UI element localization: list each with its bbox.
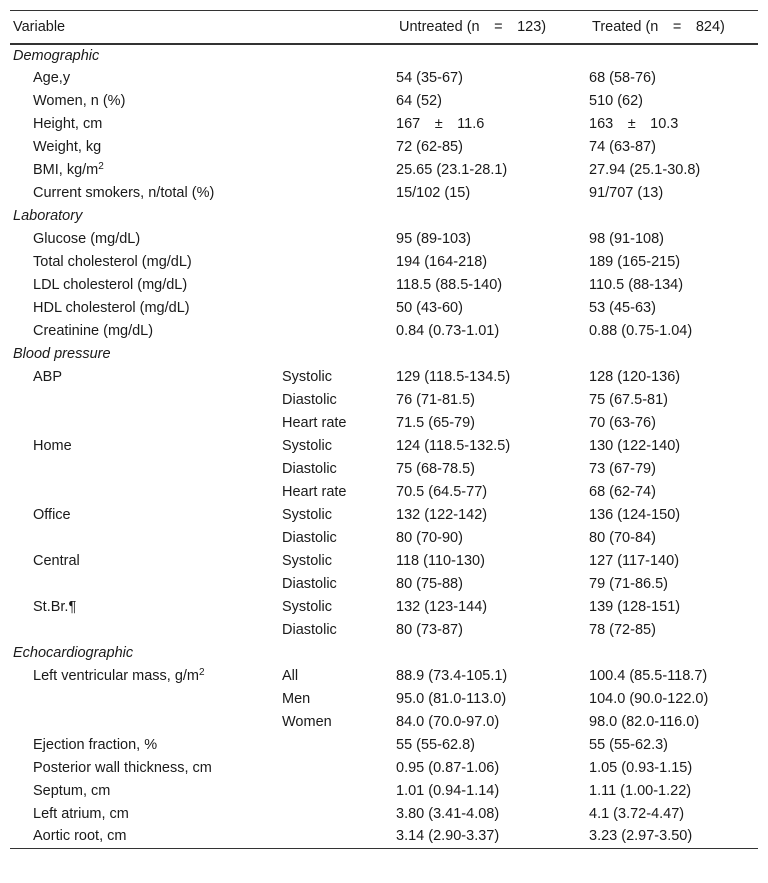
subgroup-cell: Diastolic bbox=[282, 392, 337, 408]
subgroup-cell bbox=[282, 320, 396, 343]
subgroup-cell: Systolic bbox=[282, 369, 332, 385]
variable-label: BMI, kg/m bbox=[33, 162, 99, 178]
table-row bbox=[10, 527, 758, 550]
treated-value: 98 (91-108) bbox=[589, 231, 664, 247]
table-row bbox=[10, 435, 758, 458]
table-row bbox=[10, 274, 758, 297]
section-heading: Demographic bbox=[13, 47, 100, 64]
table-row bbox=[10, 67, 758, 90]
subgroup-cell: All bbox=[282, 668, 299, 684]
table-row bbox=[10, 757, 758, 780]
variable-label: HDL cholesterol (mg/dL) bbox=[33, 300, 190, 316]
header-untreated: Untreated (n = 123) bbox=[396, 11, 589, 44]
untreated-value: 25.65 (23.1-28.1) bbox=[396, 162, 508, 178]
treated-value: 78 (72-85) bbox=[589, 622, 656, 638]
subgroup-cell: Systolic bbox=[282, 438, 332, 454]
variable-cell bbox=[10, 481, 282, 504]
subgroup-cell: Diastolic bbox=[282, 461, 337, 477]
header-variable: Variable bbox=[10, 11, 282, 44]
variable-label: Weight, kg bbox=[33, 139, 102, 155]
untreated-value: 76 (71-81.5) bbox=[396, 392, 475, 408]
variable-cell bbox=[10, 320, 282, 343]
table-row bbox=[10, 458, 758, 481]
treated-value: 3.23 (2.97-3.50) bbox=[589, 826, 758, 849]
table-row bbox=[10, 389, 758, 412]
section-row bbox=[10, 44, 758, 67]
section-row bbox=[10, 343, 758, 366]
variable-cell bbox=[10, 711, 282, 734]
variable-label: ABP bbox=[33, 369, 63, 385]
table-row bbox=[10, 826, 758, 849]
untreated-value: 3.80 (3.41-4.08) bbox=[396, 806, 500, 822]
variable-label: Age,y bbox=[33, 70, 71, 86]
subgroup-cell bbox=[282, 274, 396, 297]
variable-label: Glucose (mg/dL) bbox=[33, 231, 141, 247]
table-row bbox=[10, 159, 758, 182]
variable-cell bbox=[10, 527, 282, 550]
unit-superscript: 2 bbox=[199, 667, 205, 678]
variable-cell bbox=[10, 458, 282, 481]
subgroup-cell bbox=[282, 67, 396, 90]
subgroup-cell bbox=[282, 297, 396, 320]
untreated-value: 80 (73-87) bbox=[396, 622, 463, 638]
untreated-value: 95 (89-103) bbox=[396, 231, 471, 247]
table-row bbox=[10, 504, 758, 527]
variable-cell bbox=[10, 67, 282, 90]
subgroup-cell bbox=[282, 757, 396, 780]
table-row bbox=[10, 251, 758, 274]
section-heading: Laboratory bbox=[13, 208, 83, 224]
subgroup-cell: Diastolic bbox=[282, 530, 337, 546]
table-row bbox=[10, 113, 758, 136]
variable-cell bbox=[10, 228, 282, 251]
table-row bbox=[10, 320, 758, 343]
subgroup-cell bbox=[282, 780, 396, 803]
subgroup-cell: Systolic bbox=[282, 599, 332, 615]
treated-value: 79 (71-86.5) bbox=[589, 576, 668, 592]
variable-label: St.Br.¶ bbox=[33, 599, 77, 615]
treated-value: 127 (117-140) bbox=[589, 553, 680, 569]
treated-value: 55 (55-62.3) bbox=[589, 737, 668, 753]
section-heading: Echocardiographic bbox=[13, 645, 134, 661]
subgroup-cell bbox=[282, 159, 396, 182]
table-row bbox=[10, 619, 758, 642]
variable-cell bbox=[10, 826, 282, 849]
table-row bbox=[10, 665, 758, 688]
variable-label: Posterior wall thickness, cm bbox=[33, 760, 212, 776]
treated-value: 510 (62) bbox=[589, 93, 644, 109]
variable-cell bbox=[10, 665, 282, 688]
treated-value: 128 (120-136) bbox=[589, 369, 681, 385]
subgroup-cell bbox=[282, 734, 396, 757]
subgroup-cell bbox=[282, 228, 396, 251]
treated-value: 4.1 (3.72-4.47) bbox=[589, 806, 685, 822]
treated-value: 100.4 (85.5-118.7) bbox=[589, 668, 708, 684]
table-row bbox=[10, 734, 758, 757]
treated-value: 27.94 (25.1-30.8) bbox=[589, 162, 701, 178]
variable-cell bbox=[10, 389, 282, 412]
treated-value: 70 (63-76) bbox=[589, 415, 656, 431]
untreated-value: 0.84 (0.73-1.01) bbox=[396, 323, 500, 339]
table-row bbox=[10, 550, 758, 573]
variable-cell bbox=[10, 136, 282, 159]
treated-value: 104.0 (90.0-122.0) bbox=[589, 691, 709, 707]
variable-cell bbox=[10, 550, 282, 573]
subgroup-cell bbox=[282, 803, 396, 826]
treated-value: 98.0 (82.0-116.0) bbox=[589, 714, 700, 730]
table-row bbox=[10, 182, 758, 205]
treated-value: 136 (124-150) bbox=[589, 507, 681, 523]
variable-cell bbox=[10, 297, 282, 320]
variable-cell bbox=[10, 90, 282, 113]
variable-cell bbox=[10, 619, 282, 642]
variable-label: Home bbox=[33, 438, 72, 454]
table-row bbox=[10, 90, 758, 113]
baseline-characteristics-table-container bbox=[10, 10, 758, 849]
subgroup-cell bbox=[282, 136, 396, 159]
treated-value: 130 (122-140) bbox=[589, 438, 681, 454]
subgroup-cell: Systolic bbox=[282, 553, 332, 569]
subgroup-cell: Heart rate bbox=[282, 415, 347, 431]
untreated-value: 167 ± 11.6 bbox=[396, 116, 485, 132]
table-row bbox=[10, 297, 758, 320]
variable-label: Ejection fraction, % bbox=[33, 737, 158, 753]
subgroup-cell: Heart rate bbox=[282, 484, 347, 500]
untreated-value: 0.95 (0.87-1.06) bbox=[396, 760, 500, 776]
table-row bbox=[10, 573, 758, 596]
treated-value: 80 (70-84) bbox=[589, 530, 656, 546]
table-row bbox=[10, 412, 758, 435]
unit-superscript: 2 bbox=[98, 161, 104, 172]
untreated-value: 3.14 (2.90-3.37) bbox=[396, 826, 589, 849]
untreated-value: 194 (164-218) bbox=[396, 254, 488, 270]
variable-cell bbox=[10, 366, 282, 389]
header-subgroup bbox=[282, 11, 396, 44]
variable-cell bbox=[10, 573, 282, 596]
variable-label: Left atrium, cm bbox=[33, 806, 129, 822]
untreated-value: 80 (75-88) bbox=[396, 576, 463, 592]
subgroup-cell: Diastolic bbox=[282, 576, 337, 592]
table-row bbox=[10, 780, 758, 803]
variable-cell bbox=[10, 688, 282, 711]
variable-label: LDL cholesterol (mg/dL) bbox=[33, 277, 188, 293]
variable-label: Office bbox=[33, 507, 71, 523]
untreated-value: 15/102 (15) bbox=[396, 185, 471, 201]
subgroup-cell: Men bbox=[282, 691, 311, 707]
treated-value: 139 (128-151) bbox=[589, 599, 681, 615]
subgroup-cell bbox=[282, 90, 396, 113]
variable-cell bbox=[10, 113, 282, 136]
variable-cell bbox=[10, 159, 282, 182]
variable-cell bbox=[10, 435, 282, 458]
table-row bbox=[10, 688, 758, 711]
subgroup-cell: Systolic bbox=[282, 507, 332, 523]
variable-label: Aortic root, cm bbox=[33, 827, 127, 844]
treated-value: 68 (62-74) bbox=[589, 484, 656, 500]
treated-value: 189 (165-215) bbox=[589, 254, 681, 270]
untreated-value: 71.5 (65-79) bbox=[396, 415, 475, 431]
table-header bbox=[10, 11, 758, 44]
table-row bbox=[10, 803, 758, 826]
variable-cell bbox=[10, 412, 282, 435]
untreated-value: 75 (68-78.5) bbox=[396, 461, 475, 477]
variable-label: Height, cm bbox=[33, 116, 103, 132]
treated-value: 68 (58-76) bbox=[589, 70, 656, 86]
treated-value: 1.05 (0.93-1.15) bbox=[589, 760, 693, 776]
table-row bbox=[10, 481, 758, 504]
table-row bbox=[10, 366, 758, 389]
untreated-value: 132 (122-142) bbox=[396, 507, 488, 523]
treated-value: 75 (67.5-81) bbox=[589, 392, 668, 408]
table-row bbox=[10, 711, 758, 734]
table-row bbox=[10, 136, 758, 159]
untreated-value: 129 (118.5-134.5) bbox=[396, 369, 511, 385]
variable-cell bbox=[10, 803, 282, 826]
variable-cell bbox=[10, 182, 282, 205]
untreated-value: 88.9 (73.4-105.1) bbox=[396, 668, 508, 684]
variable-label: Central bbox=[33, 553, 80, 569]
baseline-characteristics-table bbox=[10, 10, 758, 849]
subgroup-cell bbox=[282, 826, 396, 849]
untreated-value: 72 (62-85) bbox=[396, 139, 463, 155]
untreated-value: 124 (118.5-132.5) bbox=[396, 438, 511, 454]
untreated-value: 55 (55-62.8) bbox=[396, 737, 475, 753]
treated-value: 0.88 (0.75-1.04) bbox=[589, 323, 693, 339]
section-row bbox=[10, 642, 758, 665]
variable-label: Total cholesterol (mg/dL) bbox=[33, 254, 192, 270]
untreated-value: 118.5 (88.5-140) bbox=[396, 277, 503, 293]
variable-label: Septum, cm bbox=[33, 783, 111, 799]
treated-value: 53 (45-63) bbox=[589, 300, 656, 316]
variable-label: Current smokers, n/total (%) bbox=[33, 185, 215, 201]
header-row bbox=[10, 11, 758, 44]
variable-cell bbox=[10, 734, 282, 757]
variable-cell bbox=[10, 780, 282, 803]
untreated-value: 54 (35-67) bbox=[396, 70, 463, 86]
subgroup-cell bbox=[282, 182, 396, 205]
treated-value: 91/707 (13) bbox=[589, 185, 664, 201]
subgroup-cell bbox=[282, 251, 396, 274]
treated-value: 110.5 (88-134) bbox=[589, 277, 684, 293]
variable-cell bbox=[10, 251, 282, 274]
untreated-value: 80 (70-90) bbox=[396, 530, 463, 546]
subgroup-cell bbox=[282, 113, 396, 136]
table-row bbox=[10, 596, 758, 619]
untreated-value: 84.0 (70.0-97.0) bbox=[396, 714, 500, 730]
variable-label: Left ventricular mass, g/m bbox=[33, 668, 199, 684]
header-treated: Treated (n = 824) bbox=[589, 11, 758, 44]
section-row bbox=[10, 205, 758, 228]
untreated-value: 64 (52) bbox=[396, 93, 442, 109]
untreated-value: 118 (110-130) bbox=[396, 553, 485, 569]
untreated-value: 70.5 (64.5-77) bbox=[396, 484, 488, 500]
treated-value: 74 (63-87) bbox=[589, 139, 656, 155]
variable-cell bbox=[10, 504, 282, 527]
variable-cell bbox=[10, 757, 282, 780]
treated-value: 163 ± 10.3 bbox=[589, 116, 679, 132]
variable-label: Creatinine (mg/dL) bbox=[33, 323, 154, 339]
table-row bbox=[10, 228, 758, 251]
variable-cell bbox=[10, 274, 282, 297]
subgroup-cell: Women bbox=[282, 714, 332, 730]
treated-value: 73 (67-79) bbox=[589, 461, 656, 477]
section-heading: Blood pressure bbox=[13, 346, 111, 362]
subgroup-cell: Diastolic bbox=[282, 622, 337, 638]
untreated-value: 95.0 (81.0-113.0) bbox=[396, 691, 507, 707]
untreated-value: 1.01 (0.94-1.14) bbox=[396, 783, 500, 799]
treated-value: 1.11 (1.00-1.22) bbox=[589, 783, 692, 799]
variable-cell bbox=[10, 596, 282, 619]
untreated-value: 132 (123-144) bbox=[396, 599, 488, 615]
untreated-value: 50 (43-60) bbox=[396, 300, 463, 316]
variable-label: Women, n (%) bbox=[33, 93, 126, 109]
table-body bbox=[10, 44, 758, 849]
